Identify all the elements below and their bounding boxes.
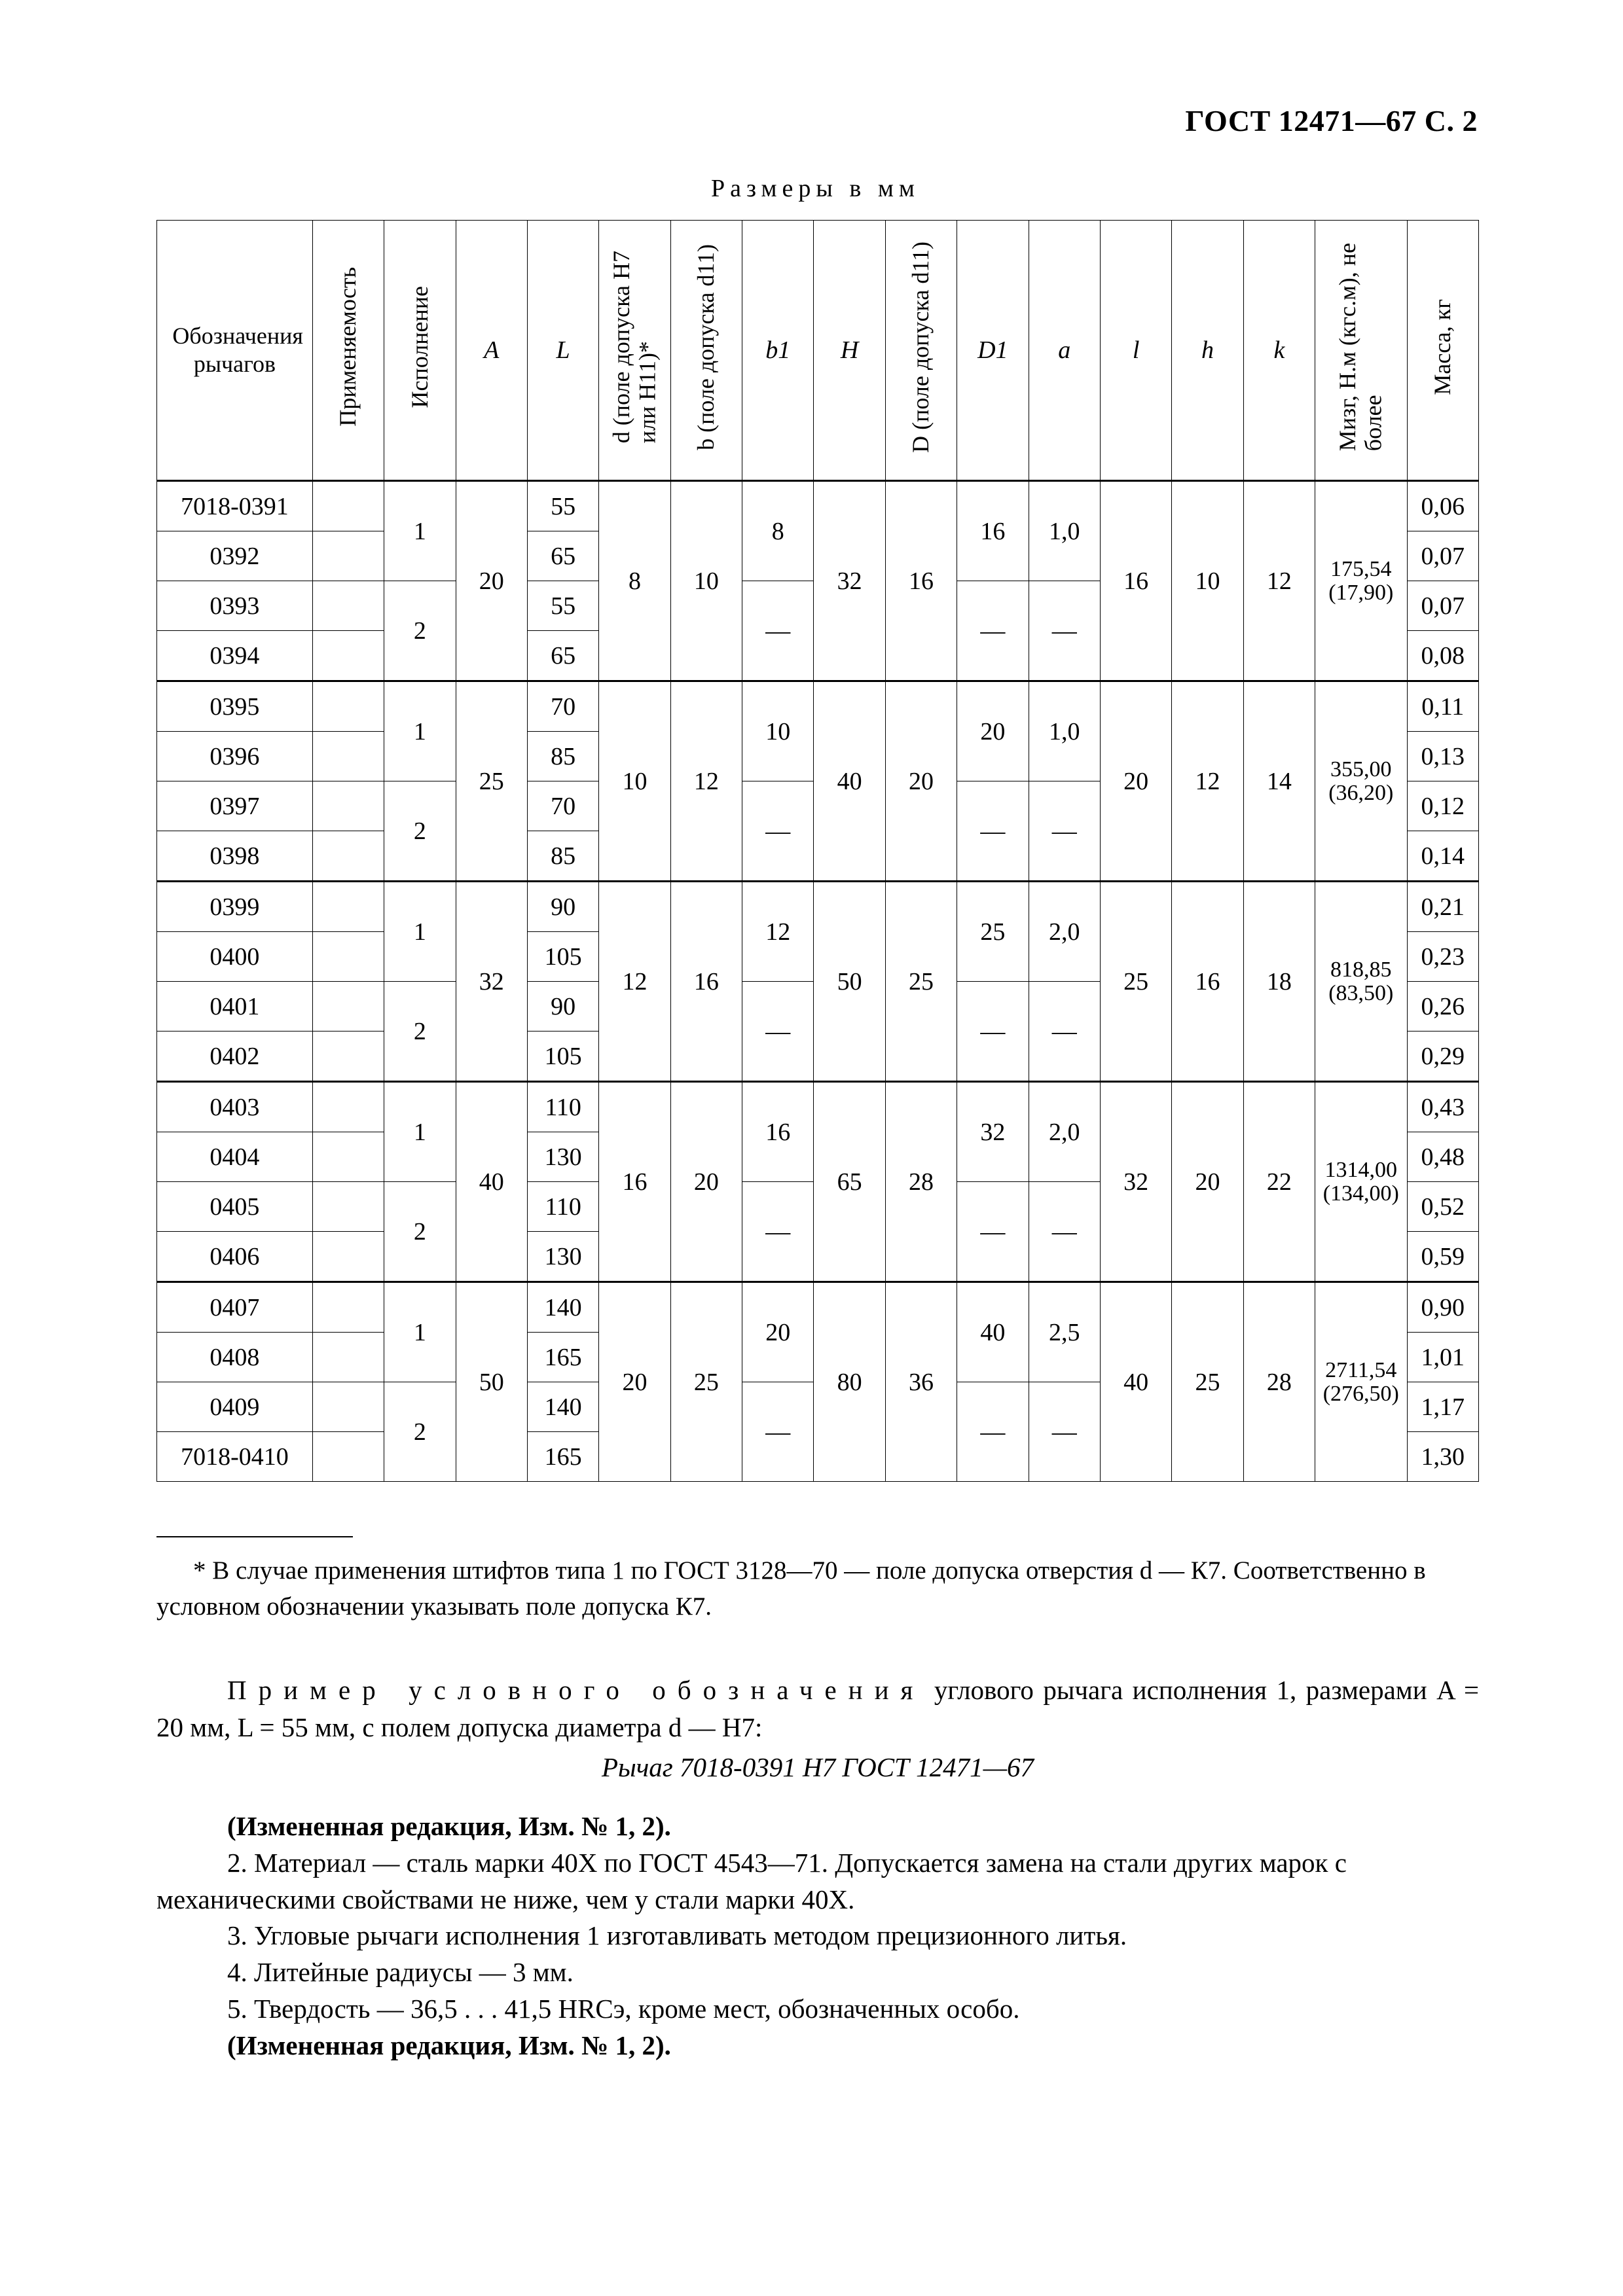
example-lead: Пример условного обозначения [227,1675,925,1705]
dim-h-cell: 12 [1172,681,1243,882]
dim-D-cell: 20 [885,681,957,882]
dim-a-cell: — [1029,581,1100,681]
dim-d-cell: 10 [599,681,670,882]
table-header-row [157,221,1479,481]
mass-cell: 0,12 [1407,781,1478,831]
mass-cell: 0,06 [1407,481,1478,531]
dim-L-cell: 140 [527,1382,598,1432]
applicability-cell [312,781,384,831]
applicability-cell [312,1132,384,1182]
version-cell: 1 [384,882,456,982]
dim-b-cell: 16 [670,882,742,1082]
mass-cell: 0,43 [1407,1082,1478,1132]
designation-cell: 0408 [157,1333,313,1382]
dim-b1-cell: 10 [742,681,814,781]
page-header: ГОСТ 12471—67 С. 2 [1185,104,1478,137]
moment-value-kgs: (36,20) [1328,780,1394,805]
dim-H-cell: 65 [814,1082,885,1282]
table-row [157,481,1479,531]
moment-value: 355,00 [1330,757,1392,781]
mass-cell: 0,90 [1407,1282,1478,1333]
version-cell: 2 [384,781,456,882]
mass-cell: 0,07 [1407,581,1478,631]
dim-a-cell: 1,0 [1029,481,1100,581]
table-row [157,1282,1479,1333]
designation-cell: 0409 [157,1382,313,1432]
designation-cell: 0405 [157,1182,313,1232]
dim-k-cell: 14 [1243,681,1315,882]
applicability-cell [312,481,384,531]
dim-D1-cell: — [957,581,1029,681]
dim-D1-cell: — [957,1182,1029,1282]
applicability-cell [312,831,384,882]
header-d: d (поле допуска Н7 или H11)* [599,221,670,481]
note-item: (Измененная редакция, Изм. № 1, 2). [227,2030,671,2060]
dim-L-cell: 110 [527,1182,598,1232]
designation-cell: 0396 [157,732,313,781]
table-row [157,1082,1479,1132]
mass-cell: 0,08 [1407,631,1478,681]
dim-a-cell: 2,0 [1029,1082,1100,1182]
applicability-cell [312,982,384,1031]
dim-L-cell: 105 [527,1031,598,1082]
header-L: L [527,221,598,481]
note-item: 3. Угловые рычаги исполнения 1 изготавливать методом прецизионного литья. [227,1920,1127,1951]
dim-D1-cell: — [957,1382,1029,1482]
dim-L-cell: 165 [527,1333,598,1382]
dim-b1-cell: — [742,1382,814,1482]
dim-D1-cell: 25 [957,882,1029,982]
moment-value-kgs: (276,50) [1322,1381,1399,1406]
dim-H-cell: 50 [814,882,885,1082]
dim-D1-cell: 32 [957,1082,1029,1182]
applicability-cell [312,581,384,631]
dim-D-cell: 25 [885,882,957,1082]
designation-cell: 0406 [157,1232,313,1282]
dim-a-cell: 2,0 [1029,882,1100,982]
header-D1: D1 [957,221,1029,481]
dim-b1-cell: — [742,1182,814,1282]
header-moment: Mизг, Н.м (кгс.м), не более [1315,221,1407,481]
footnote: * В случае применения штифтов типа 1 по ГОСТ 3128—70 — поле допуска отверстия d — К7. Соответственно в условном обозначении указывать поле допуска К7. [156,1556,1426,1621]
moment-value-kgs: (17,90) [1328,580,1394,605]
designation-cell: 0400 [157,932,313,982]
header-applicability: Применяемость [312,221,384,481]
designation-cell: 0404 [157,1132,313,1182]
dim-L-cell: 85 [527,732,598,781]
moment-cell [1315,1082,1407,1282]
designation-cell: 7018-0391 [157,481,313,531]
applicability-cell [312,681,384,732]
dim-L-cell: 55 [527,581,598,631]
dim-a-cell: — [1029,1182,1100,1282]
dim-A-cell: 32 [456,882,527,1082]
mass-cell: 0,59 [1407,1232,1478,1282]
designation-cell: 0402 [157,1031,313,1082]
dim-L-cell: 85 [527,831,598,882]
dim-A-cell: 20 [456,481,527,681]
applicability-cell [312,1182,384,1232]
moment-value: 1314,00 [1324,1157,1398,1182]
applicability-cell [312,1333,384,1382]
dim-D-cell: 28 [885,1082,957,1282]
table-row [157,681,1479,732]
dim-h-cell: 25 [1172,1282,1243,1482]
designation-example [156,1672,1479,1747]
dim-D1-cell: 40 [957,1282,1029,1382]
note-item: 4. Литейные радиусы — 3 мм. [227,1957,574,1987]
dim-D-cell: 36 [885,1282,957,1482]
version-cell: 2 [384,581,456,681]
designation-cell: 0403 [157,1082,313,1132]
dim-l-cell: 20 [1100,681,1171,882]
applicability-cell [312,631,384,681]
dim-L-cell: 65 [527,631,598,681]
dim-D-cell: 16 [885,481,957,681]
dim-A-cell: 40 [456,1082,527,1282]
header-a: a [1029,221,1100,481]
example-code: Рычаг 7018-0391 Н7 ГОСТ 12471—67 [601,1752,1034,1782]
applicability-cell [312,882,384,932]
moment-value: 818,85 [1330,957,1392,982]
moment-value-kgs: (134,00) [1322,1181,1399,1206]
dim-d-cell: 20 [599,1282,670,1482]
applicability-cell [312,1382,384,1432]
mass-cell: 0,21 [1407,882,1478,932]
technical-notes [156,1808,1479,2064]
header-A: A [456,221,527,481]
dim-a-cell: — [1029,781,1100,882]
dim-l-cell: 25 [1100,882,1171,1082]
applicability-cell [312,732,384,781]
dim-a-cell: — [1029,1382,1100,1482]
version-cell: 1 [384,681,456,781]
applicability-cell [312,1282,384,1333]
dim-b1-cell: — [742,581,814,681]
dim-L-cell: 55 [527,481,598,531]
dim-L-cell: 90 [527,882,598,932]
designation-cell: 0393 [157,581,313,631]
header-D: D (поле допуска d11) [885,221,957,481]
version-cell: 2 [384,982,456,1082]
version-cell: 1 [384,1082,456,1182]
dim-b1-cell: 20 [742,1282,814,1382]
dim-b1-cell: — [742,982,814,1082]
dim-D1-cell: 20 [957,681,1029,781]
mass-cell: 0,48 [1407,1132,1478,1182]
dim-b1-cell: 8 [742,481,814,581]
header-h: h [1172,221,1243,481]
dim-d-cell: 8 [599,481,670,681]
moment-value-kgs: (83,50) [1328,980,1394,1005]
dim-b1-cell: 16 [742,1082,814,1182]
dim-k-cell: 22 [1243,1082,1315,1282]
designation-cell: 0397 [157,781,313,831]
dim-l-cell: 40 [1100,1282,1171,1482]
applicability-cell [312,1082,384,1132]
dim-D1-cell: — [957,982,1029,1082]
dim-b-cell: 12 [670,681,742,882]
mass-cell: 1,17 [1407,1382,1478,1432]
dim-a-cell: — [1029,982,1100,1082]
mass-cell: 0,52 [1407,1182,1478,1232]
moment-cell [1315,1282,1407,1482]
dim-L-cell: 90 [527,982,598,1031]
dim-b-cell: 10 [670,481,742,681]
version-cell: 2 [384,1382,456,1482]
dim-b1-cell: — [742,781,814,882]
designation-cell: 0395 [157,681,313,732]
moment-cell [1315,681,1407,882]
dim-L-cell: 105 [527,932,598,982]
mass-cell: 0,13 [1407,732,1478,781]
dim-H-cell: 80 [814,1282,885,1482]
mass-cell: 0,29 [1407,1031,1478,1082]
dim-L-cell: 130 [527,1232,598,1282]
dim-h-cell: 16 [1172,882,1243,1082]
header-l: l [1100,221,1171,481]
dim-D1-cell: — [957,781,1029,882]
mass-cell: 0,14 [1407,831,1478,882]
dim-b1-cell: 12 [742,882,814,982]
version-cell: 1 [384,481,456,581]
mass-cell: 0,23 [1407,932,1478,982]
dim-k-cell: 28 [1243,1282,1315,1482]
dim-d-cell: 12 [599,882,670,1082]
table-body [157,481,1479,1482]
dim-L-cell: 140 [527,1282,598,1333]
designation-cell: 0392 [157,531,313,581]
mass-cell: 1,01 [1407,1333,1478,1382]
dim-L-cell: 110 [527,1082,598,1132]
designation-cell: 0399 [157,882,313,932]
dim-L-cell: 70 [527,781,598,831]
dim-A-cell: 50 [456,1282,527,1482]
lever-dimensions-table [156,220,1479,1482]
dim-l-cell: 32 [1100,1082,1171,1282]
designation-cell: 7018-0410 [157,1432,313,1482]
example-text: углового рычага исполнения 1, размерами A = 20 мм, L = 55 мм, с полем допуска диаметра d — Н7: [156,1675,1480,1743]
dim-H-cell: 40 [814,681,885,882]
moment-value: 2711,54 [1325,1357,1397,1382]
header-k: k [1243,221,1315,481]
header-mass: Масса, кг [1407,221,1478,481]
mass-cell: 0,26 [1407,982,1478,1031]
note-item: 2. Материал — сталь марки 40Х по ГОСТ 4543—71. Допускается замена на стали других марок с механическими свойствами не ниже, чем у стали марки 40Х. [156,1847,1347,1914]
designation-cell: 0407 [157,1282,313,1333]
dim-L-cell: 65 [527,531,598,581]
dim-A-cell: 25 [456,681,527,882]
designation-cell: 0398 [157,831,313,882]
dim-H-cell: 32 [814,481,885,681]
dim-d-cell: 16 [599,1082,670,1282]
dim-k-cell: 18 [1243,882,1315,1082]
mass-cell: 0,07 [1407,531,1478,581]
header-designation: Обозначения рычагов [157,221,313,481]
dim-L-cell: 130 [527,1132,598,1182]
moment-cell [1315,481,1407,681]
version-cell: 1 [384,1282,456,1382]
dim-b-cell: 20 [670,1082,742,1282]
dim-l-cell: 16 [1100,481,1171,681]
dim-k-cell: 12 [1243,481,1315,681]
note-item: 5. Твердость — 36,5 . . . 41,5 HRCэ, кроме мест, обозначенных особо. [227,1993,1020,2024]
moment-cell [1315,882,1407,1082]
dim-a-cell: 2,5 [1029,1282,1100,1382]
dim-L-cell: 70 [527,681,598,732]
dim-a-cell: 1,0 [1029,681,1100,781]
header-version: Исполнение [384,221,456,481]
designation-cell: 0394 [157,631,313,681]
mass-cell: 0,11 [1407,681,1478,732]
header-H: H [814,221,885,481]
dim-L-cell: 165 [527,1432,598,1482]
dim-D1-cell: 16 [957,481,1029,581]
header-b1: b1 [742,221,814,481]
dim-h-cell: 20 [1172,1082,1243,1282]
applicability-cell [312,1232,384,1282]
applicability-cell [312,531,384,581]
table-row [157,882,1479,932]
dim-b-cell: 25 [670,1282,742,1482]
applicability-cell [312,932,384,982]
footnote-divider [156,1536,353,1537]
note-item: (Измененная редакция, Изм. № 1, 2). [227,1811,671,1841]
applicability-cell [312,1432,384,1482]
version-cell: 2 [384,1182,456,1282]
moment-value: 175,54 [1330,556,1392,581]
applicability-cell [312,1031,384,1082]
designation-cell: 0401 [157,982,313,1031]
table-caption: Размеры в мм [711,175,920,202]
dim-h-cell: 10 [1172,481,1243,681]
mass-cell: 1,30 [1407,1432,1478,1482]
header-b: b (поле допуска d11) [670,221,742,481]
